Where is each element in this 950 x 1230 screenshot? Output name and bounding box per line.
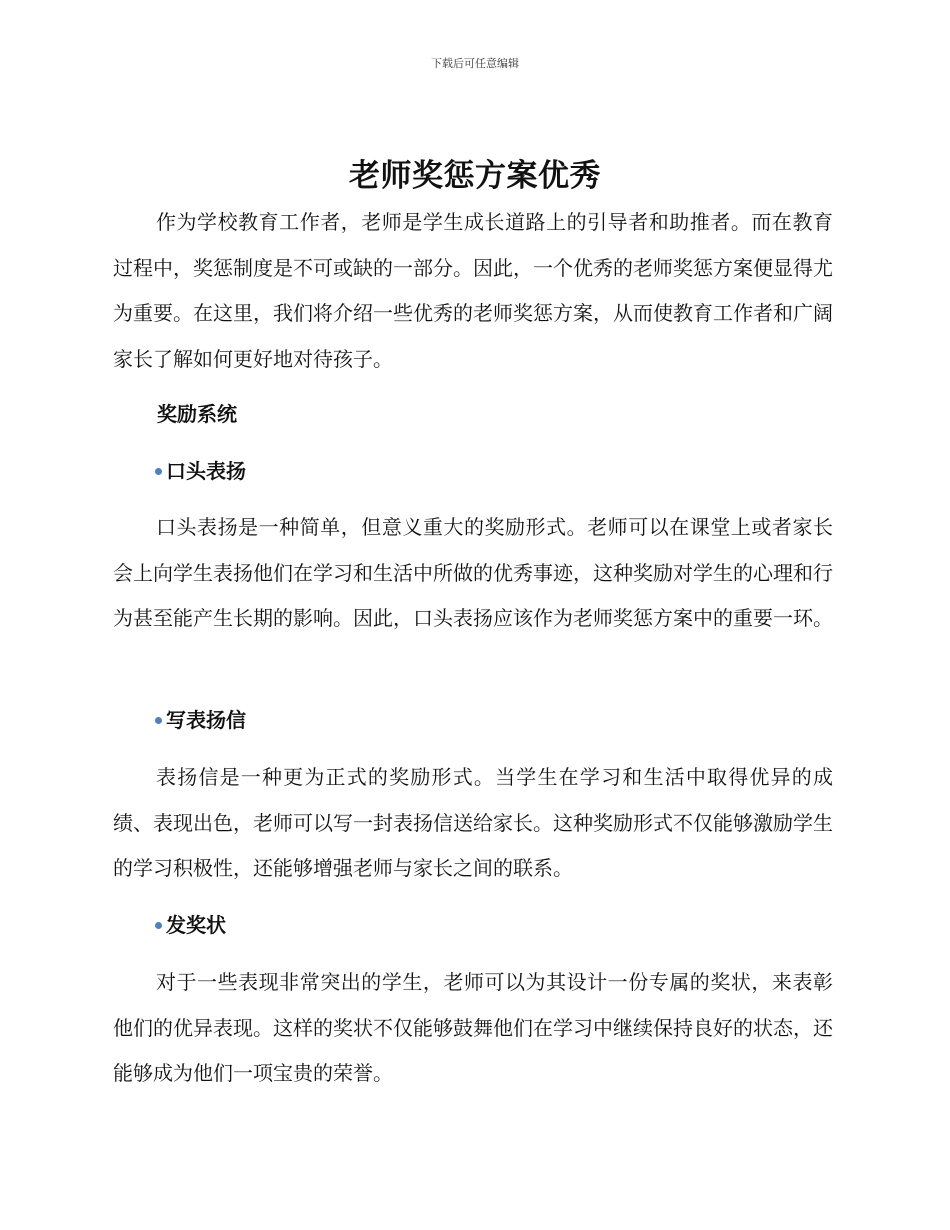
item-heading-praise-letter <box>155 706 246 734</box>
item-block-oral-praise <box>113 505 833 642</box>
item-paragraph: 口头表扬是一种简单，但意义重大的奖励形式。老师可以在课堂上或者家长会上向学生表扬他们在学习和生活中所做的优秀事迹，这种奖励对学生的心理和行为甚至能产生长期的影响。因此，口头表扬应该作为老师奖惩方案中的重要一环。 <box>113 515 833 630</box>
intro-paragraph: 作为学校教育工作者，老师是学生成长道路上的引导者和助推者。而在教育过程中，奖惩制度是不可或缺的一部分。因此，一个优秀的老师奖惩方案便显得尤为重要。在这里，我们将介绍一些优秀的老师奖惩方案，从而使教育工作者和广阔家长了解如何更好地对待孩子。 <box>113 210 833 371</box>
item-block-certificate <box>113 960 833 1097</box>
item-paragraph: 对于一些表现非常突出的学生，老师可以为其设计一份专属的奖状，来表彰他们的优异表现。这样的奖状不仅能够鼓舞他们在学习中继续保持良好的状态，还能够成为他们一项宝贵的荣誉。 <box>113 970 833 1085</box>
intro-block <box>113 200 833 382</box>
bullet-dot-icon <box>155 468 162 475</box>
document-title: 老师奖惩方案优秀 <box>349 158 601 194</box>
item-heading-label: 发奖状 <box>166 913 226 937</box>
section-heading: 奖励系统 <box>157 402 237 426</box>
item-block-praise-letter <box>113 755 833 892</box>
item-paragraph: 表扬信是一种更为正式的奖励形式。当学生在学习和生活中取得优异的成绩、表现出色，老师可以写一封表扬信送给家长。这种奖励形式不仅能够激励学生的学习积极性，还能够增强老师与家长之间的联系。 <box>113 765 833 880</box>
item-heading-oral-praise <box>155 457 246 485</box>
item-heading-label: 口头表扬 <box>166 459 246 483</box>
item-heading-certificate <box>155 911 226 939</box>
bullet-dot-icon <box>155 922 162 929</box>
header-note: 下载后可任意编辑 <box>431 57 519 70</box>
item-heading-label: 写表扬信 <box>166 708 246 732</box>
bullet-dot-icon <box>155 717 162 724</box>
